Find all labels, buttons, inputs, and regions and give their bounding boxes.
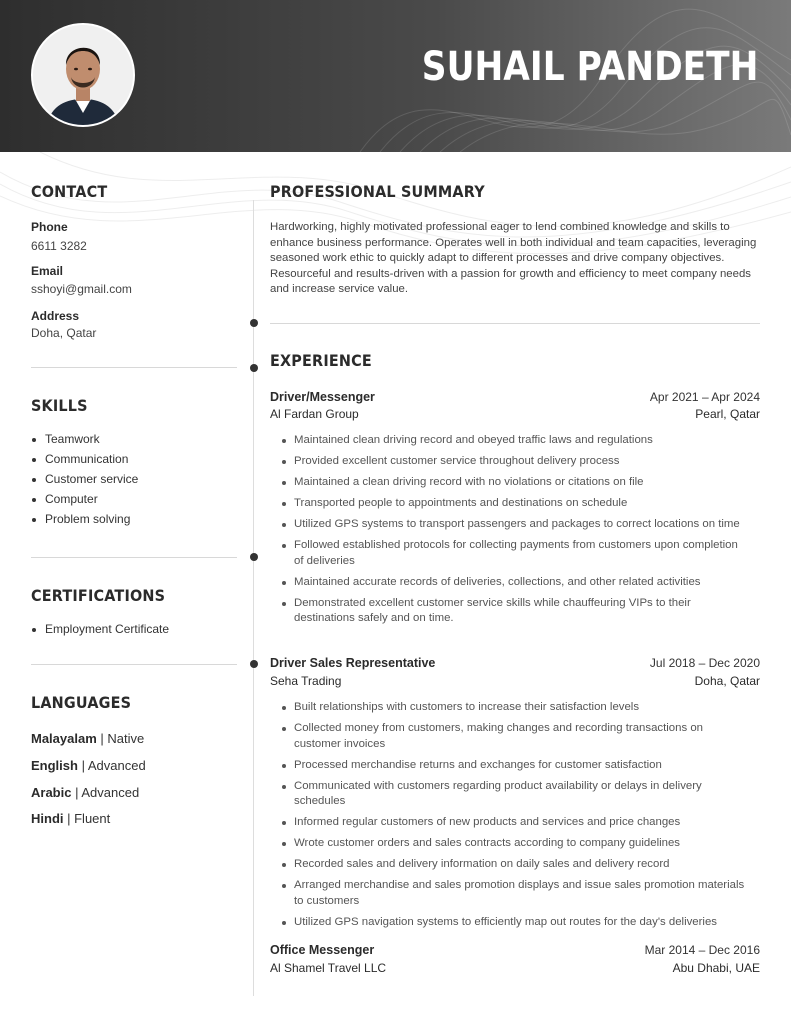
email-label: Email (31, 264, 64, 278)
job-company: Seha Trading (270, 674, 342, 688)
skill-item: Computer (31, 492, 138, 506)
profile-photo (31, 23, 135, 127)
resume-header (0, 0, 791, 152)
duty-item: Maintained a clean driving record with no violations or citations on file (280, 475, 750, 491)
language-level: | Fluent (67, 811, 111, 826)
section-divider (31, 557, 237, 558)
language-name: Hindi (31, 811, 64, 826)
skill-item: Teamwork (31, 432, 138, 446)
skills-list (31, 432, 138, 532)
contact-heading: CONTACT (31, 182, 108, 201)
summary-text: Hardworking, highly motivated professional eager to lend combined knowledge and skills to enhance business performance. Operates well in both individual and team capacities, leveraging seasoned work ethic to quickly adapt to different processes and drive company objectives. Resourceful and results-driven with a passion for growth and efficiency to meet company needs and increase service value. (270, 221, 757, 296)
duty-item: Communicated with customers regarding product availability or delays in delivery schedules (280, 779, 750, 810)
certifications-heading: CERTIFICATIONS (31, 586, 166, 605)
language-item (31, 758, 146, 773)
language-name: English (31, 758, 78, 773)
duty-item: Followed established protocols for collecting payments from customers upon completion of deliveries (280, 538, 750, 569)
language-name: Arabic (31, 785, 72, 800)
languages-heading: LANGUAGES (31, 693, 132, 712)
job-dates: Jul 2018 – Dec 2020 (649, 656, 760, 670)
job-location: Doha, Qatar (694, 674, 760, 688)
candidate-name: SUHAIL PANDETH (421, 44, 758, 90)
email-value[interactable]: sshoyi@gmail.com (31, 282, 132, 296)
duty-item: Built relationships with customers to increase their satisfaction levels (280, 700, 750, 716)
duty-item: Arranged merchandise and sales promotion displays and issue sales promotion materials to customers (280, 878, 750, 909)
job-duties (280, 433, 750, 632)
duty-item: Utilized GPS systems to transport passengers and packages to correct locations on time (280, 517, 750, 533)
phone-value[interactable]: 6611 3282 (31, 239, 87, 253)
job-location: Pearl, Qatar (695, 407, 760, 421)
job-title: Driver/Messenger (270, 390, 375, 404)
job-dates: Apr 2021 – Apr 2024 (649, 390, 760, 404)
duty-item: Transported people to appointments and destinations on schedule (280, 496, 750, 512)
job-title: Driver Sales Representative (270, 656, 436, 670)
duty-item: Maintained accurate records of deliveries, collections, and other related activities (280, 575, 750, 591)
timeline-dot (250, 553, 258, 561)
duty-item: Demonstrated excellent customer service skills while chauffeuring VIPs to their destinations safely and on time. (280, 596, 750, 627)
section-divider (31, 367, 237, 368)
duty-item: Utilized GPS navigation systems to efficiently map out routes for the day's deliveries (280, 915, 750, 931)
skill-item: Problem solving (31, 512, 138, 526)
language-level: | Native (100, 731, 145, 746)
duty-item: Processed merchandise returns and exchanges for customer satisfaction (280, 758, 750, 774)
job-title: Office Messenger (270, 943, 375, 957)
profile-photo-icon (33, 25, 133, 125)
duty-item: Provided excellent customer service throughout delivery process (280, 454, 750, 470)
section-divider (270, 323, 760, 324)
duty-item: Recorded sales and delivery information on daily sales and delivery record (280, 857, 750, 873)
duty-item: Informed regular customers of new products and services and price changes (280, 815, 750, 831)
job-company: Al Shamel Travel LLC (270, 961, 387, 975)
experience-heading: EXPERIENCE (270, 351, 372, 370)
summary-heading: PROFESSIONAL SUMMARY (270, 182, 485, 201)
duty-item: Collected money from customers, making changes and recording transactions on customer invoices (280, 721, 750, 752)
timeline-dot (250, 660, 258, 668)
skills-heading: SKILLS (31, 396, 88, 415)
language-level: | Advanced (75, 785, 140, 800)
language-item (31, 731, 144, 746)
certification-item: Employment Certificate (31, 622, 169, 636)
address-value: Doha, Qatar (31, 326, 97, 340)
language-name: Malayalam (31, 731, 97, 746)
job-dates: Mar 2014 – Dec 2016 (644, 943, 760, 957)
job-location: Abu Dhabi, UAE (672, 961, 760, 975)
duty-item: Wrote customer orders and sales contracts according to company guidelines (280, 836, 750, 852)
language-item (31, 785, 139, 800)
job-duties (280, 700, 750, 936)
address-label: Address (31, 309, 80, 323)
skill-item: Communication (31, 452, 138, 466)
timeline-dot (250, 319, 258, 327)
certifications-list (31, 622, 169, 636)
language-level: | Advanced (81, 758, 146, 773)
phone-label: Phone (31, 220, 68, 234)
language-item (31, 811, 110, 826)
job-company: Al Fardan Group (270, 407, 359, 421)
duty-item: Maintained clean driving record and obeyed traffic laws and regulations (280, 433, 750, 449)
timeline-dot (250, 364, 258, 372)
skill-item: Customer service (31, 472, 138, 486)
section-divider (31, 664, 237, 665)
